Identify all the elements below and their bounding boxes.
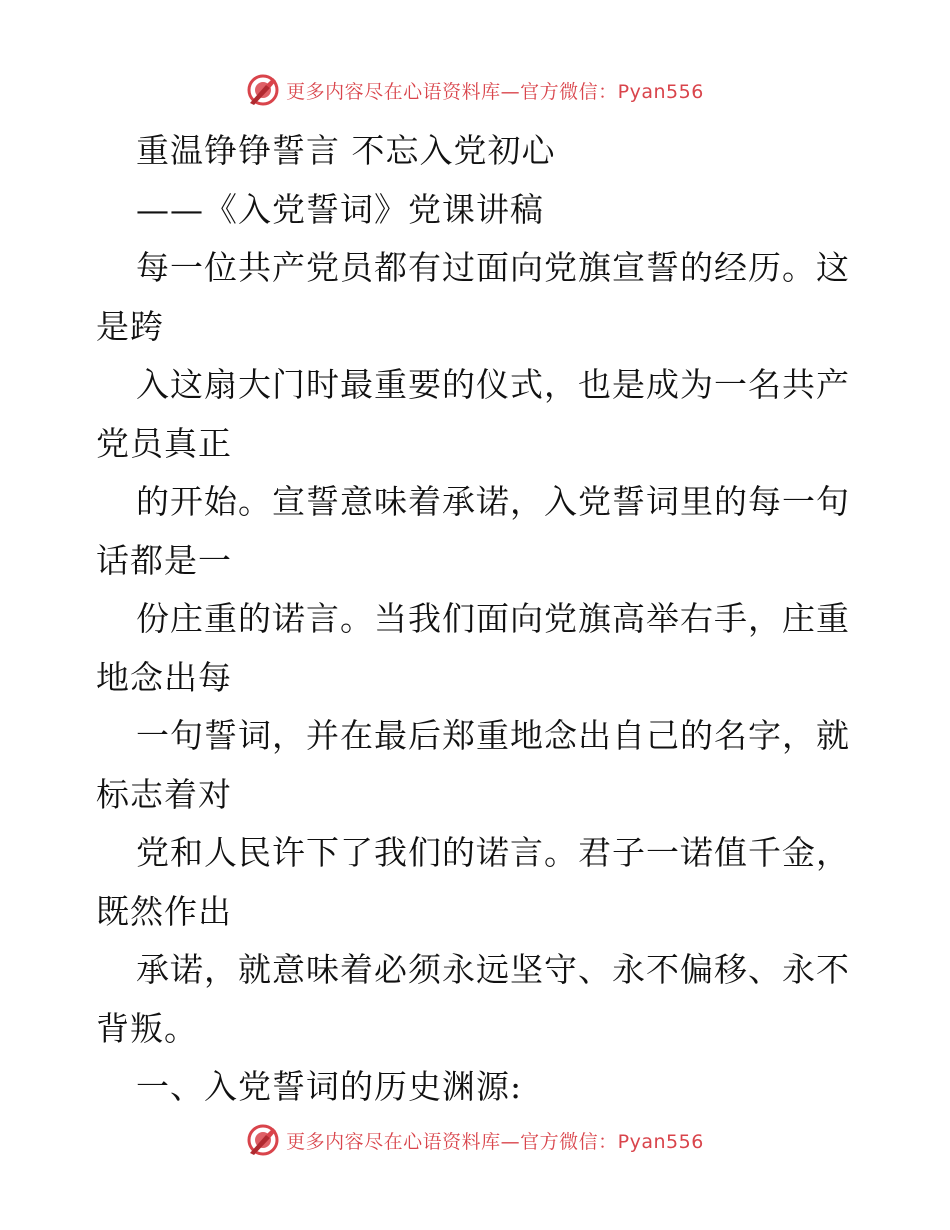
paragraph-line: 一句誓词，并在最后郑重地念出自己的名字，就: [136, 716, 850, 755]
paragraph-line: 既然作出: [96, 891, 232, 931]
paragraph-line: 承诺，就意味着必须永远坚守、永不偏移、永不: [136, 950, 850, 989]
paragraph-line: 地念出每: [96, 657, 232, 697]
paragraph-line: 份庄重的诺言。当我们面向党旗高举右手，庄重: [136, 599, 850, 638]
paragraph-line: 每一位共产党员都有过面向党旗宣誓的经历。这: [136, 248, 850, 287]
paragraph-line: 的开始。宣誓意味着承诺，入党誓词里的每一句: [136, 482, 850, 521]
pen-in-circle-icon: [246, 1123, 280, 1157]
section-heading: 一、入党誓词的历史渊源:: [136, 1067, 523, 1106]
paragraph-line: 背叛。: [96, 1008, 198, 1048]
paragraph-line: 话都是一: [96, 540, 232, 580]
doc-title: 重温铮铮誓言 不忘入党初心: [136, 131, 556, 170]
doc-subtitle: ——《入党誓词》党课讲稿: [136, 189, 544, 229]
watermark-text: 更多内容尽在心语资料库—官方微信：Pyan556: [286, 80, 704, 103]
watermark-footer: [0, 1120, 950, 1160]
paragraph-line: 入这扇大门时最重要的仪式，也是成为一名共产: [136, 365, 850, 404]
paragraph-line: 是跨: [96, 306, 164, 346]
document-body: [96, 122, 856, 1117]
paragraph-line: 党员真正: [96, 423, 232, 463]
pen-in-circle-icon: [246, 73, 280, 107]
paragraph-line: 党和人民许下了我们的诺言。君子一诺值千金，: [136, 833, 850, 872]
watermark-text: 更多内容尽在心语资料库—官方微信：Pyan556: [286, 1130, 704, 1153]
watermark-header: [0, 70, 950, 110]
paragraph-line: 标志着对: [96, 774, 232, 814]
